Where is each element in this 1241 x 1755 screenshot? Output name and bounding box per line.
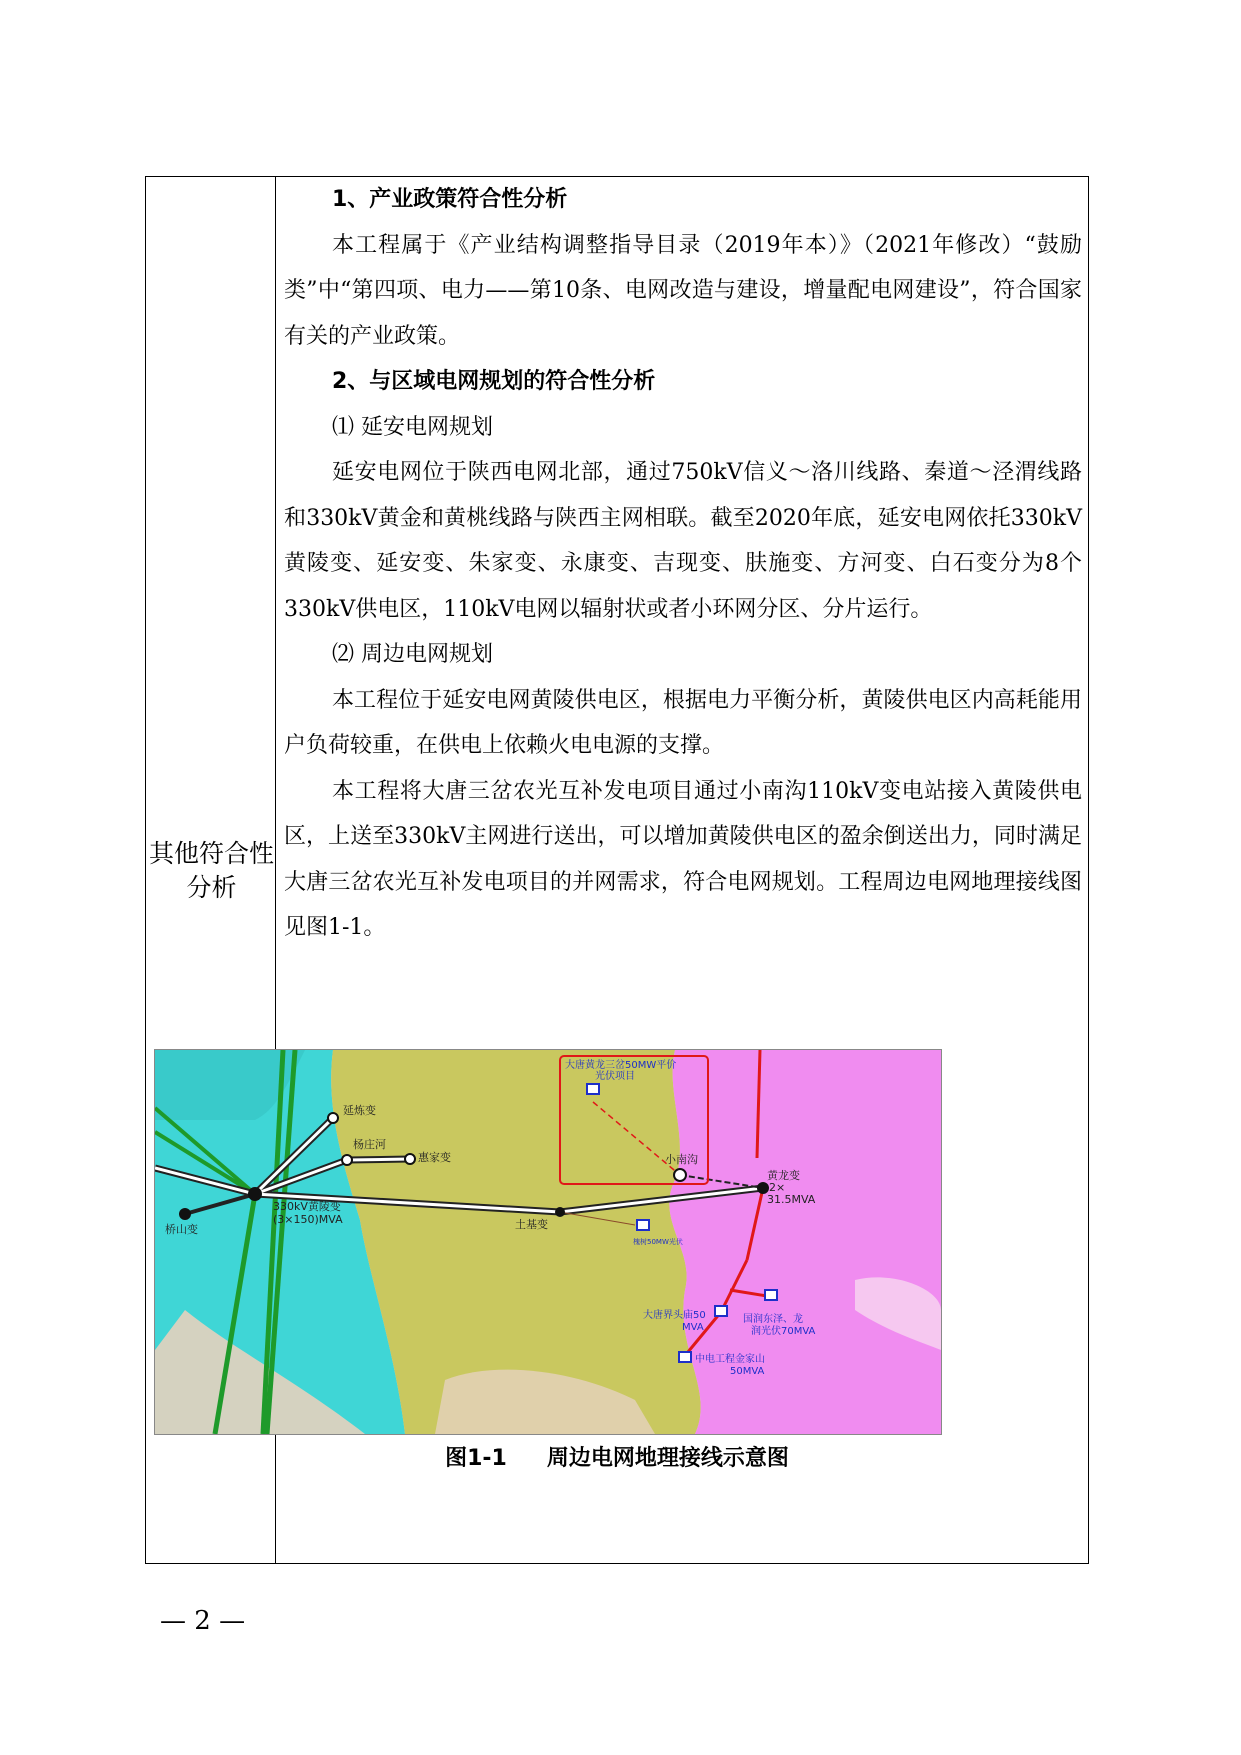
- label-huanglong-cap1: 2×: [769, 1181, 786, 1194]
- tuji-node: [555, 1207, 565, 1217]
- figure-number: 图1-1: [445, 1446, 507, 1471]
- qiaoshan-node: [179, 1208, 191, 1220]
- sub2-title: ⑵ 周边电网规划: [332, 642, 493, 667]
- sub1-body: 延安电网位于陕西电网北部，通过750kV信义～洛川线路、秦道～泾渭线路和330kV黄金和黄桃线路与陕西主网相联。截至2020年底，延安电网依托330kV黄陵变、延安变、朱家变、永康变、吉现变、肤施变、方河变、白石变分为8个330kV供电区，110kV电网以辐射状或者小环网分区、分片运行。: [284, 460, 1082, 622]
- label-jietou-2: MVA: [682, 1322, 704, 1333]
- grid-map-svg: [155, 1050, 941, 1434]
- label-guorun-2: 润光伏70MVA: [751, 1326, 816, 1337]
- huijia-node: [405, 1154, 415, 1164]
- label-project-1: 大唐黄龙三岔50MW平价: [565, 1060, 677, 1071]
- sub2-body1: 本工程位于延安电网黄陵供电区，根据电力平衡分析，黄陵供电区内高耗能用户负荷较重，在供电上依赖火电电源的支撑。: [284, 687, 1082, 758]
- label-xiaonangou: 小南沟: [665, 1153, 698, 1166]
- label-huijia: 惠家变: [418, 1151, 451, 1164]
- figure-title: 周边电网地理接线示意图: [546, 1446, 789, 1471]
- page-number: — 2 —: [160, 1606, 246, 1636]
- label-jinjiashan-1: 中电工程金家山: [695, 1354, 765, 1365]
- label-huangling: 330kV黄陵变: [273, 1200, 341, 1213]
- huangling-node: [248, 1187, 262, 1201]
- label-jietou-1: 大唐界头庙50: [643, 1310, 706, 1321]
- label-yangzhuanghe: 杨庄河: [353, 1138, 386, 1151]
- label-guorun-1: 国润东泽、龙: [743, 1314, 803, 1325]
- small-plant-icon: [637, 1220, 649, 1230]
- grid-map-figure: [154, 1049, 942, 1435]
- label-tuji: 土基变: [515, 1218, 548, 1231]
- section1-heading: 1、产业政策符合性分析: [332, 187, 568, 212]
- row-label: 其他符合性分析: [148, 839, 274, 902]
- guorun-plant-icon: [765, 1290, 777, 1300]
- figure-caption: [146, 1441, 1088, 1472]
- label-huanglong: 黄龙变: [767, 1169, 800, 1182]
- label-qiaoshan: 桥山变: [165, 1223, 198, 1236]
- project-plant-icon: [587, 1084, 599, 1094]
- label-project-2: 光伏项目: [595, 1071, 635, 1082]
- section1-body: 本工程属于《产业结构调整指导目录（2019年本）》（2021年修改）“鼓励类”中“第四项、电力——第10条、电网改造与建设，增量配电网建设”，符合国家有关的产业政策。: [284, 232, 1082, 349]
- label-yanlian: 延炼变: [343, 1104, 376, 1117]
- analysis-content: [284, 177, 1082, 951]
- sub1-title: ⑴ 延安电网规划: [332, 414, 493, 440]
- sub2-body2: 本工程将大唐三岔农光互补发电项目通过小南沟110kV变电站接入黄陵供电区，上送至330kV主网进行送出，可以增加黄陵供电区的盈余倒送出力，同时满足大唐三岔农光互补发电项目的并网需求，符合电网规划。工程周边电网地理接线图见图1-1。: [284, 778, 1082, 940]
- label-small-plant: 槐树50MW光伏: [633, 1238, 683, 1246]
- yanlian-node: [328, 1113, 338, 1123]
- jietou-plant-icon: [715, 1306, 727, 1316]
- pink-region: [669, 1050, 941, 1434]
- analysis-table: [145, 176, 1089, 1564]
- label-huangling-cap: (3×150)MVA: [273, 1213, 343, 1226]
- yangzhuanghe-node: [342, 1155, 352, 1165]
- label-huanglong-cap2: 31.5MVA: [767, 1193, 816, 1206]
- section2-heading: 2、与区域电网规划的符合性分析: [332, 369, 656, 394]
- xiaonangou-node: [674, 1169, 686, 1181]
- jinjiashan-plant-icon: [679, 1352, 691, 1362]
- label-jinjiashan-2: 50MVA: [730, 1366, 765, 1377]
